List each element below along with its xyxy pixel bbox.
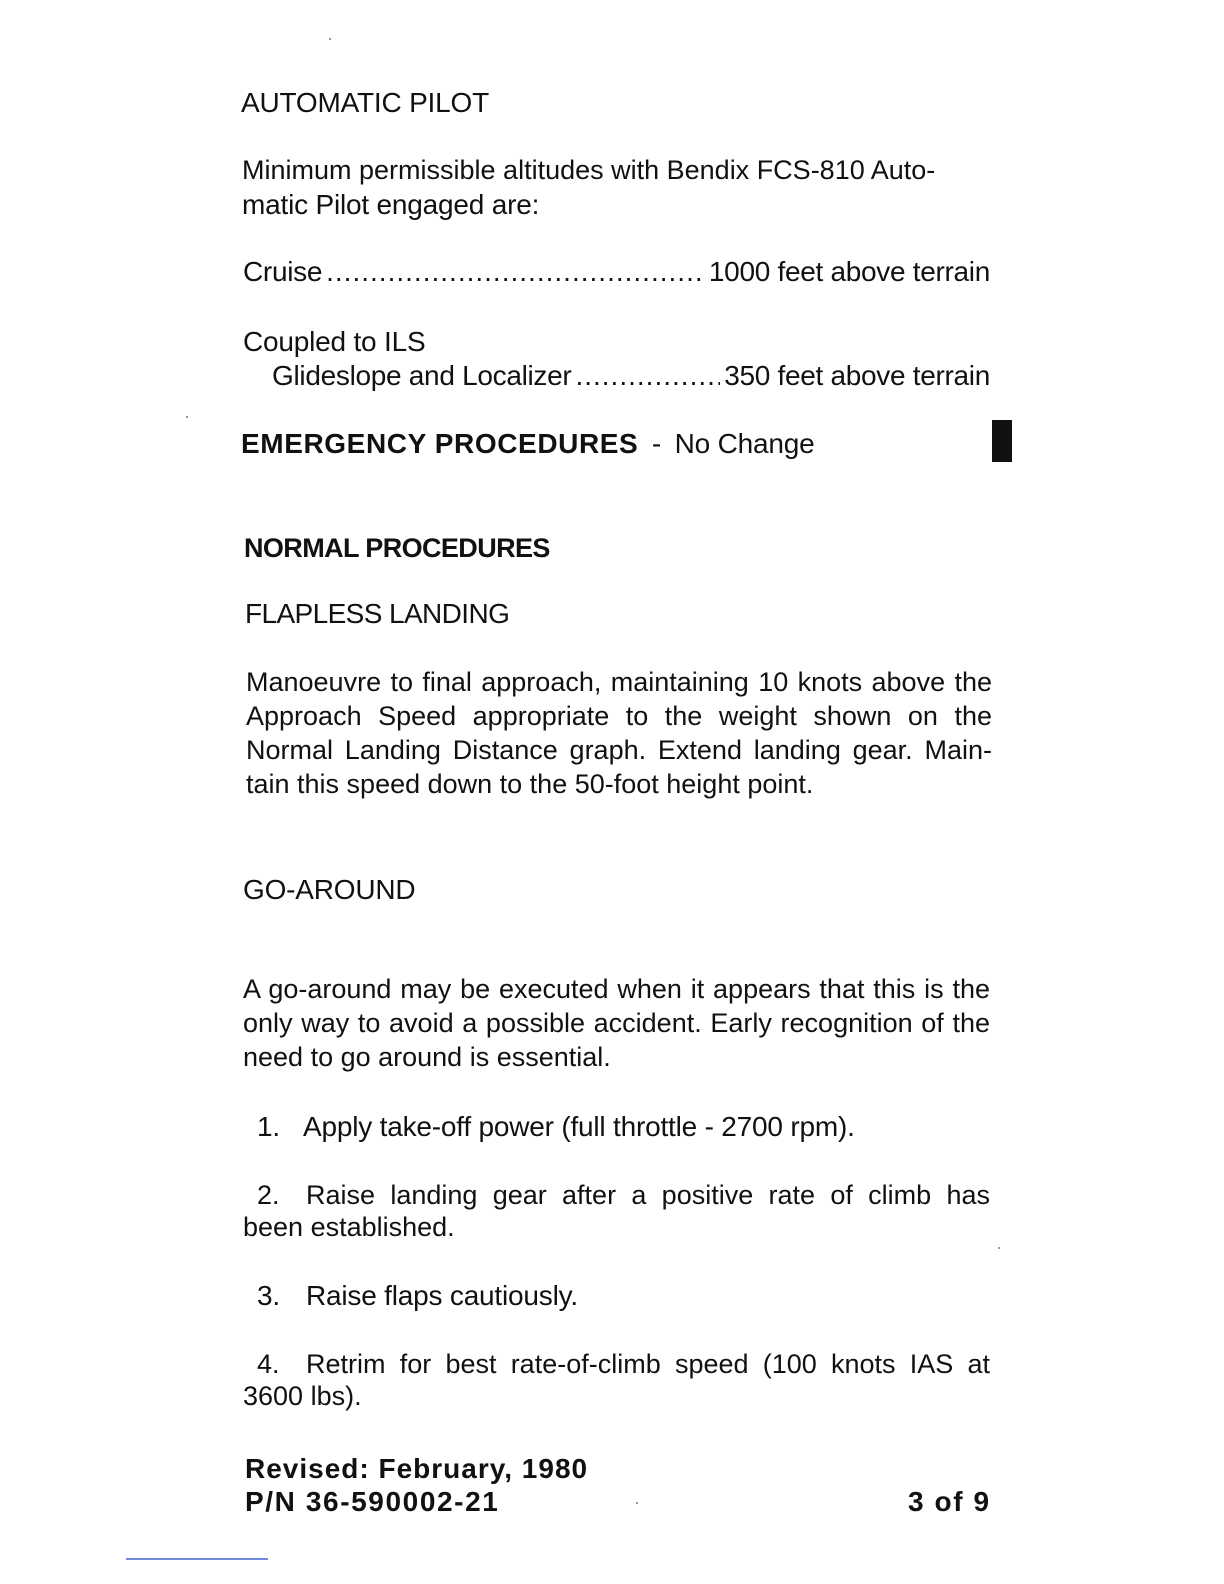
step-3 [257,1279,578,1313]
text-line: A go-around may be executed when it appears that this is the [243,974,990,1004]
step-2 [243,1178,990,1244]
step-text: Raise landing gear after a positive rate of climb has [306,1180,990,1210]
text-line: only way to avoid a possible accident. Early recognition of the [243,1008,990,1038]
step-number: 2. [257,1180,280,1210]
step-number: 4. [257,1349,280,1379]
text-line: tain this speed down to the 50-foot height point. [246,769,814,799]
text-line [243,1178,990,1212]
text-line: need to go around is essential. [243,1042,611,1072]
section-heading-normal-procedures: NORMAL PROCEDURES [244,533,550,563]
subheading-go-around: GO-AROUND [243,874,416,905]
text-line: 3600 lbs). [243,1381,362,1411]
cruise-label: Cruise [243,256,323,287]
subheading-flapless-landing: FLAPLESS LANDING [245,598,510,629]
text-line [243,1347,990,1381]
footer-page-number: 3 of 9 [908,1486,991,1517]
emergency-procedures-line [241,427,815,461]
dot-leader [326,255,705,289]
autopilot-intro-line-1 [242,153,990,187]
revision-change-bar [992,420,1012,462]
text-line: been established. [243,1212,455,1242]
emergency-status: No Change [674,428,815,459]
step-text: Raise flaps cautiously. [306,1280,578,1311]
scan-speck [186,416,188,418]
cruise-row [243,255,990,289]
step-1 [257,1110,855,1144]
glideslope-value: 350 feet above terrain [724,360,990,391]
text-line: Approach Speed appropriate to the weight shown on the [246,701,992,731]
text-line: Minimum permissible altitudes with Bendix FCS-810 Auto- [242,155,936,185]
step-number: 3. [257,1280,280,1311]
flapless-paragraph [246,665,992,801]
section-heading-automatic-pilot: AUTOMATIC PILOT [241,87,489,118]
step-text: Apply take-off power (full throttle - 2700 rpm). [303,1111,855,1142]
step-text: Retrim for best rate-of-climb speed (100 knots IAS at [306,1349,990,1379]
cruise-value: 1000 feet above terrain [708,256,990,287]
go-around-paragraph [243,972,990,1074]
dot-leader [575,359,720,393]
footer-part-number: P/N 36-590002-21 [245,1486,500,1517]
scan-speck [329,38,331,40]
text-line: Normal Landing Distance graph. Extend landing gear. Main- [246,735,992,765]
coupled-ils-label: Coupled to ILS [243,326,426,357]
glideslope-label: Glideslope and Localizer [272,360,572,391]
glideslope-row [272,359,990,393]
step-number: 1. [257,1111,280,1142]
scan-speck [998,1247,1000,1249]
scan-speck [636,1502,638,1504]
emergency-separator: - [651,428,662,459]
emergency-heading: EMERGENCY PROCEDURES [241,428,639,459]
text-line: Manoeuvre to final approach, maintaining 10 knots above the [246,667,992,697]
scan-artifact-line [126,1558,268,1560]
autopilot-intro-line-2: matic Pilot engaged are: [242,189,540,220]
footer-revised: Revised: February, 1980 [245,1453,589,1484]
step-4 [243,1347,990,1413]
